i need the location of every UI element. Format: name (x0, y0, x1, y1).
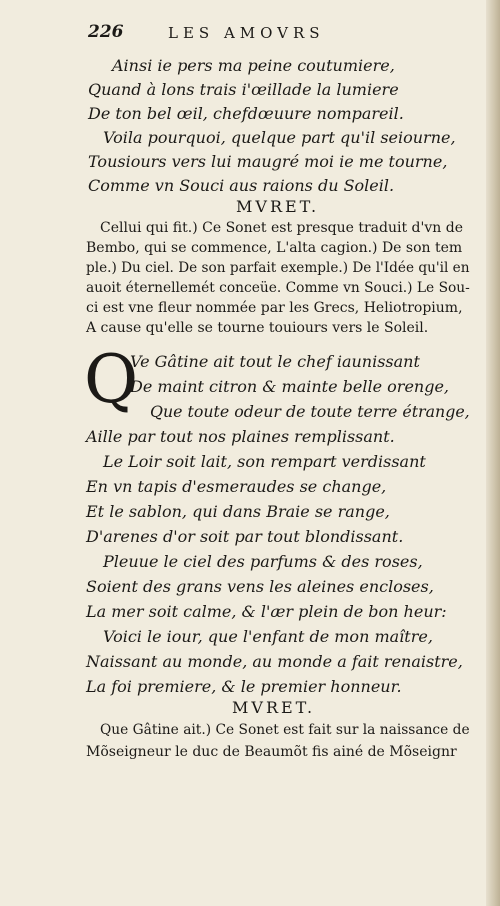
verse-line: La mer soit calme, & l'ær plein de bon heur: (86, 602, 447, 621)
commentary-line: Cellui qui fit.) Ce Sonet est presque traduit d'vn de (100, 220, 463, 236)
verse-line: Aille par tout nos plaines remplissant. (86, 427, 395, 446)
verse-line: Pleuue le ciel des parfums & des roses, (103, 552, 423, 571)
verse-line: Que toute odeur de toute terre étrange, (150, 402, 470, 421)
commentary-line: Mõseigneur le duc de Beaumõt fis ainé de Mõseignr (86, 744, 457, 760)
verse-line: Soient des grans vens les aleines encloses, (86, 577, 434, 596)
drop-cap: Q (84, 341, 139, 418)
commentary-line: auoit éternellemét conceüe. Comme vn Souci.) Le Sou- (86, 280, 470, 296)
verse-line: Ainsi ie pers ma peine coutumiere, (112, 56, 395, 75)
commentary-line: Bembo, qui se commence, L'alta cagion.) De son tem (86, 240, 463, 256)
verse-line: La foi premiere, & le premier honneur. (86, 677, 402, 696)
verse-line: De ton bel œil, chefdœuure nompareil. (88, 104, 404, 123)
verse-line: De maint citron & mainte belle orenge, (130, 377, 450, 396)
verse-line: Ve Gâtine ait tout le chef iaunissant (130, 352, 420, 371)
commentary-line: ci est vne fleur nommée par les Grecs, Heliotropium, (86, 300, 463, 316)
running-title: LES AMOVRS (168, 24, 325, 42)
verse-line: Tousiours vers lui maugré moi ie me tourne, (88, 152, 448, 171)
verse-line: Quand à lons trais i'œillade la lumiere (88, 80, 399, 99)
verse-line: Voila pourquoi, quelque part qu'il seiourne, (103, 128, 456, 147)
verse-line: Naissant au monde, au monde a fait renaistre, (86, 652, 463, 671)
verse-line: En vn tapis d'esmeraudes se change, (86, 477, 387, 496)
verse-line: D'arenes d'or soit par tout blondissant. (86, 527, 404, 546)
verse-line: Voici le iour, que l'enfant de mon maître, (103, 627, 433, 646)
commentary-heading: MVRET. (236, 197, 320, 216)
commentary-line: A cause qu'elle se tourne touiours vers le Soleil. (86, 320, 429, 336)
verse-line: Le Loir soit lait, son rempart verdissant (103, 452, 426, 471)
verse-line: Et le sablon, qui dans Braie se range, (86, 502, 390, 521)
page-number: 226 (88, 22, 124, 42)
running-header (88, 22, 388, 42)
verse-line: Comme vn Souci aus raions du Soleil. (88, 176, 395, 195)
commentary-heading: MVRET. (232, 698, 316, 717)
commentary-line: Que Gâtine ait.) Ce Sonet est fait sur la naissance de (100, 722, 470, 738)
page-gutter (486, 0, 500, 906)
commentary-line: ple.) Du ciel. De son parfait exemple.) De l'Idée qu'il en (86, 260, 470, 276)
